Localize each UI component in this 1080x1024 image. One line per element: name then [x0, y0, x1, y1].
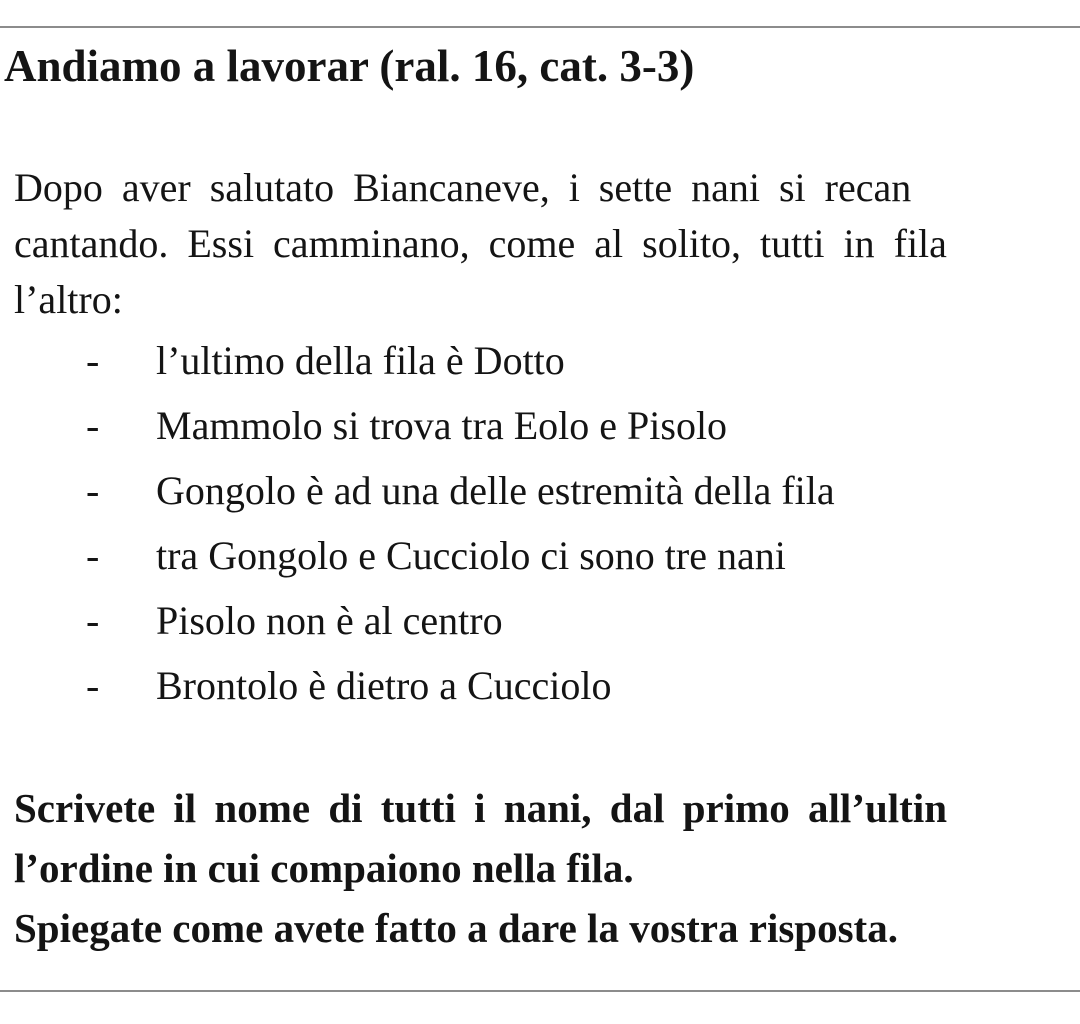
condition-text: l’ultimo della fila è Dotto — [156, 338, 565, 383]
condition-bullet: - — [86, 533, 100, 578]
condition-text: Gongolo è ad una delle estremità della fila — [156, 468, 835, 513]
condition-text: tra Gongolo e Cucciolo ci sono tre nani — [156, 533, 786, 578]
question-line-2: l’ordine in cui compaiono nella fila. — [14, 845, 634, 891]
condition-bullet: - — [86, 598, 100, 643]
condition-bullet: - — [86, 403, 100, 448]
problem-title: Andiamo a lavorar (ral. 16, cat. 3-3) — [4, 41, 695, 91]
problem-question — [14, 778, 947, 958]
intro-line-2: cantando. Essi camminano, come al solito, tutti in fila — [14, 221, 947, 266]
top-divider — [0, 26, 1080, 28]
condition-bullet: - — [86, 468, 100, 513]
condition-bullet: - — [86, 663, 100, 708]
intro-line-3: l’altro: — [14, 277, 123, 322]
question-line-3: Spiegate come avete fatto a dare la vostra risposta. — [14, 905, 898, 951]
question-line-1: Scrivete il nome di tutti i nani, dal primo all’ultin — [14, 785, 948, 831]
condition-text: Pisolo non è al centro — [156, 598, 503, 643]
condition-text: Brontolo è dietro a Cucciolo — [156, 663, 612, 708]
bottom-divider — [0, 990, 1080, 992]
condition-bullet: - — [86, 338, 100, 383]
condition-text: Mammolo si trova tra Eolo e Pisolo — [156, 403, 728, 448]
intro-line-1: Dopo aver salutato Biancaneve, i sette nani si recan — [14, 165, 912, 210]
problem-intro — [14, 160, 1080, 328]
